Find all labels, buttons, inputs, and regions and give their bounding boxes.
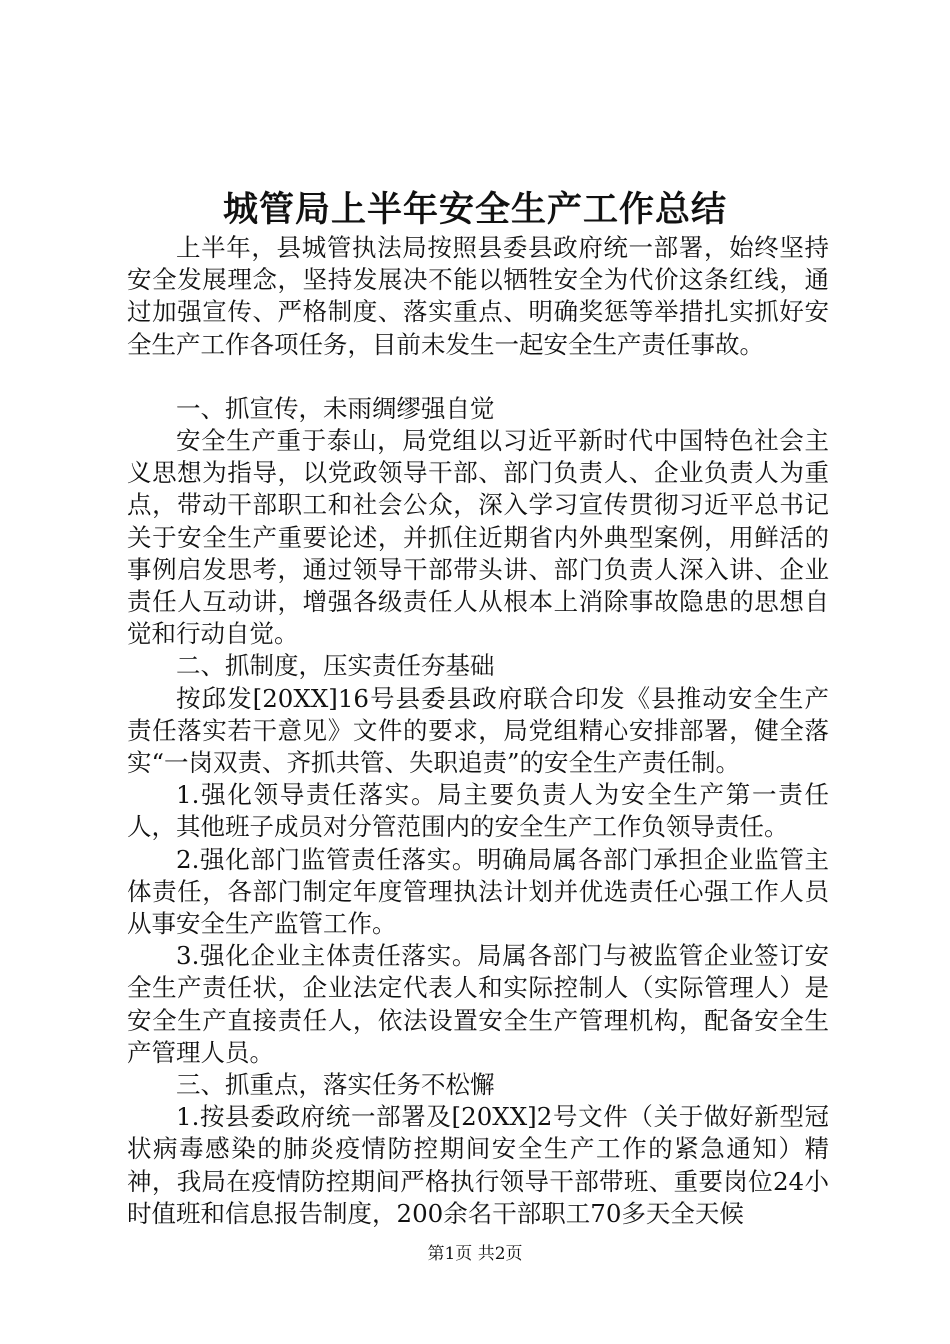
section-heading-3: 三、抓重点，落实任务不松懈 [176, 1070, 495, 1100]
body-paragraph: 1.按县委政府统一部署及[20XX]2号文件（关于做好新型冠状病毒感染的肺炎疫情防控期间安全生产工作的紧急通知）精神，我局在疫情防控期间严格执行领导干部带班、重要岗位24小时值班和信息报告制度，200余名干部职工70多天全天候 [127, 1102, 829, 1228]
body-paragraph: 1.强化领导责任落实。局主要负责人为安全生产第一责任人，其他班子成员对分管范围内的安全生产工作负领导责任。 [127, 780, 829, 842]
document-title: 城管局上半年安全生产工作总结 [222, 189, 727, 230]
section-heading-2: 二、抓制度，压实责任夯基础 [176, 651, 495, 681]
intro-paragraph: 上半年，县城管执法局按照县委县政府统一部署，始终坚持安全发展理念，坚持发展决不能以牺牲安全为代价这条红线，通过加强宣传、严格制度、落实重点、明确奖惩等举措扎实抓好安全生产工作各项任务，目前未发生一起安全生产责任事故。 [127, 233, 829, 359]
document-body [127, 232, 829, 1230]
section-heading-1: 一、抓宣传，未雨绸缪强自觉 [176, 393, 495, 423]
page-number: 第1页 共2页 [427, 1244, 523, 1264]
body-paragraph: 3.强化企业主体责任落实。局属各部门与被监管企业签订安全生产责任状，企业法定代表人和实际控制人（实际管理人）是安全生产直接责任人，依法设置安全生产管理机构，配备安全生产管理人员。 [127, 941, 829, 1067]
body-paragraph: 2.强化部门监管责任落实。明确局属各部门承担企业监管主体责任，各部门制定年度管理执法计划并优选责任心强工作人员从事安全生产监管工作。 [127, 844, 829, 939]
body-paragraph: 按邱发[20XX]16号县委县政府联合印发《县推动安全生产责任落实若干意见》文件的要求，局党组精心安排部署，健全落实“一岗双责、齐抓共管、失职追责”的安全生产责任制。 [127, 683, 829, 778]
body-paragraph: 安全生产重于泰山，局党组以习近平新时代中国特色社会主义思想为指导，以党政领导干部、部门负责人、企业负责人为重点，带动干部职工和社会公众，深入学习宣传贯彻习近平总书记关于安全生产重要论述，并抓住近期省内外典型案例，用鲜活的事例启发思考，通过领导干部带头讲、部门负责人深入讲、企业责任人互动讲，增强各级责任人从根本上消除事故隐患的思想自觉和行动自觉。 [127, 426, 829, 649]
